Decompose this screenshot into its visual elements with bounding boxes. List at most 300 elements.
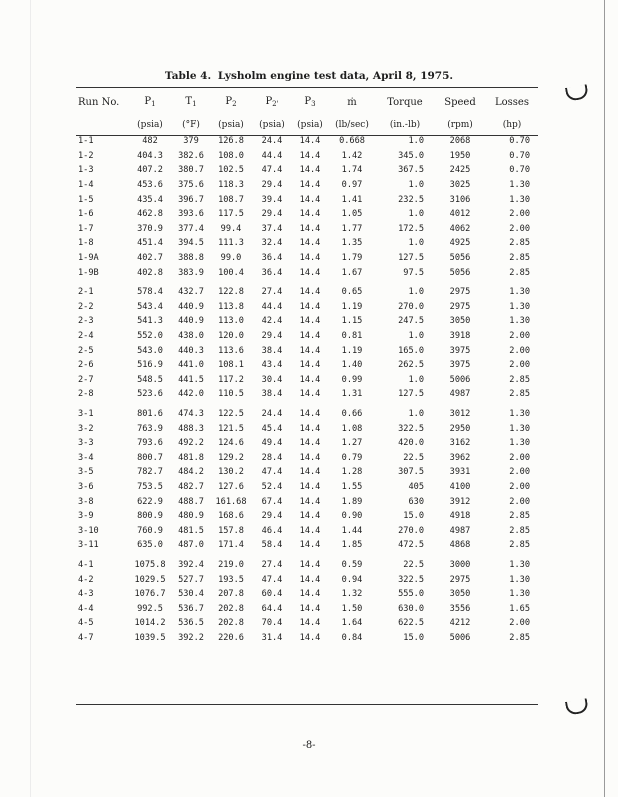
cell-torque: 270.0 <box>398 525 424 536</box>
cell-t1: 375.6 <box>178 180 204 191</box>
cell-p2prime: 70.4 <box>261 618 283 629</box>
cell-p2prime: 32.4 <box>261 238 283 249</box>
cell-p1: 1014.2 <box>134 618 166 629</box>
cell-run: 4-4 <box>78 603 94 614</box>
cell-p2prime: 24.4 <box>261 408 283 419</box>
cell-p1: 635.0 <box>137 540 163 551</box>
cell-p3: 14.4 <box>299 253 321 264</box>
cell-mdot: 1.28 <box>341 467 363 478</box>
cell-p2prime: 47.4 <box>261 165 283 176</box>
cell-p2prime: 30.4 <box>261 374 283 385</box>
cell-p2prime: 29.4 <box>261 209 283 220</box>
cell-losses: 2.00 <box>509 345 530 356</box>
cell-p2prime: 52.4 <box>261 481 283 492</box>
cell-p1: 402.7 <box>137 253 163 264</box>
cell-p2prime: 36.4 <box>261 253 283 264</box>
table-row <box>76 616 538 631</box>
cell-p2prime: 58.4 <box>261 540 283 551</box>
cell-p2: 111.3 <box>218 238 244 249</box>
cell-speed: 3106 <box>449 194 471 205</box>
table-label: Table 4. <box>164 70 212 82</box>
cell-speed: 3962 <box>449 452 471 463</box>
cell-run: 1-5 <box>78 194 94 205</box>
cell-p3: 14.4 <box>299 603 321 614</box>
cell-losses: 2.85 <box>509 632 530 643</box>
cell-speed: 3050 <box>449 589 471 600</box>
cell-p2: 117.2 <box>218 374 244 385</box>
cell-speed: 3975 <box>449 345 471 356</box>
p2-symbol: P <box>225 96 233 107</box>
cell-speed: 3012 <box>449 408 471 419</box>
cell-p3: 14.4 <box>299 180 321 191</box>
table-row <box>76 558 538 573</box>
cell-p2prime: 47.4 <box>261 574 283 585</box>
table-row <box>76 480 538 495</box>
table-row <box>76 251 538 266</box>
cell-p1: 763.9 <box>137 423 163 434</box>
cell-p2prime: 29.4 <box>261 180 283 191</box>
cell-speed: 3000 <box>449 559 471 570</box>
cell-torque: 1.0 <box>408 331 424 342</box>
cell-p1: 523.6 <box>137 389 163 400</box>
cell-p3: 14.4 <box>299 194 321 205</box>
cell-p2prime: 64.4 <box>261 603 283 614</box>
cell-p3: 14.4 <box>299 496 321 507</box>
cell-p3: 14.4 <box>299 287 321 298</box>
cell-p2prime: 31.4 <box>261 632 283 643</box>
p1-subscript: 1 <box>151 100 156 108</box>
cell-p2prime: 27.4 <box>261 559 283 570</box>
cell-losses: 2.00 <box>509 481 530 492</box>
cell-speed: 5006 <box>449 374 471 385</box>
cell-p3: 14.4 <box>299 301 321 312</box>
cell-p1: 402.8 <box>137 267 163 278</box>
cell-p2: 108.0 <box>218 150 244 161</box>
cell-p1: 451.4 <box>137 238 163 249</box>
cell-speed: 5056 <box>449 253 471 264</box>
cell-t1: 379 <box>183 136 199 147</box>
cell-mdot: 1.44 <box>341 525 363 536</box>
cell-run: 1-7 <box>78 223 94 234</box>
cell-p2: 130.2 <box>218 467 244 478</box>
cell-losses: 2.85 <box>509 540 530 551</box>
cell-mdot: 1.31 <box>341 389 363 400</box>
cell-p2prime: 38.4 <box>261 345 283 356</box>
cell-t1: 474.3 <box>178 408 204 419</box>
cell-t1: 487.0 <box>178 540 204 551</box>
scan-edge <box>30 0 31 797</box>
table-row <box>76 421 538 436</box>
cell-losses: 1.30 <box>509 316 530 327</box>
unit-mdot: (lb/sec) <box>335 120 369 130</box>
cell-losses: 1.30 <box>509 559 530 570</box>
cell-p3: 14.4 <box>299 267 321 278</box>
cell-p2: 207.8 <box>218 589 244 600</box>
col-t1 <box>172 88 210 116</box>
cell-p3: 14.4 <box>299 559 321 570</box>
cell-t1: 440.9 <box>178 316 204 327</box>
cell-p2: 157.8 <box>218 525 244 536</box>
header-row <box>76 88 538 116</box>
cell-speed: 1950 <box>449 150 471 161</box>
cell-p1: 793.6 <box>137 438 163 449</box>
col-speed: Speed <box>444 96 476 108</box>
cell-mdot: 0.65 <box>341 287 363 298</box>
cell-losses: 1.30 <box>509 194 530 205</box>
cell-p3: 14.4 <box>299 374 321 385</box>
cell-p3: 14.4 <box>299 511 321 522</box>
cell-torque: 472.5 <box>398 540 424 551</box>
cell-run: 1-9B <box>78 267 99 278</box>
cell-p3: 14.4 <box>299 423 321 434</box>
cell-p3: 14.4 <box>299 136 321 147</box>
cell-losses: 2.85 <box>509 267 530 278</box>
cell-p3: 14.4 <box>299 589 321 600</box>
cell-speed: 2950 <box>449 423 471 434</box>
cell-torque: 172.5 <box>398 223 424 234</box>
cell-p2prime: 60.4 <box>261 589 283 600</box>
unit-t1: (°F) <box>182 120 200 130</box>
cell-p3: 14.4 <box>299 408 321 419</box>
cell-losses: 1.30 <box>509 301 530 312</box>
cell-run: 2-3 <box>78 316 94 327</box>
cell-speed: 4062 <box>449 223 471 234</box>
cell-torque: 630.0 <box>398 603 424 614</box>
cell-p1: 782.7 <box>137 467 163 478</box>
cell-p3: 14.4 <box>299 438 321 449</box>
cell-torque: 270.0 <box>398 301 424 312</box>
cell-p2: 102.5 <box>218 165 244 176</box>
cell-losses: 0.70 <box>509 150 530 161</box>
cell-losses: 1.30 <box>509 589 530 600</box>
cell-mdot: 1.50 <box>341 603 363 614</box>
p3-subscript: 3 <box>311 100 316 108</box>
cell-run: 2-8 <box>78 389 94 400</box>
cell-speed: 4100 <box>449 481 471 492</box>
cell-p2prime: 39.4 <box>261 194 283 205</box>
cell-p3: 14.4 <box>299 316 321 327</box>
cell-torque: 630 <box>408 496 424 507</box>
cell-speed: 4987 <box>449 389 471 400</box>
table-row <box>76 387 538 402</box>
cell-torque: 322.5 <box>398 423 424 434</box>
cell-p2: 122.5 <box>218 408 244 419</box>
table-row <box>76 163 538 178</box>
cell-run: 1-9A <box>78 253 99 264</box>
cell-run: 3-9 <box>78 511 94 522</box>
cell-p2: 193.5 <box>218 574 244 585</box>
cell-p2prime: 24.4 <box>261 136 283 147</box>
t1-subscript: 1 <box>192 100 197 108</box>
cell-p1: 370.9 <box>137 223 163 234</box>
cell-p2: 219.0 <box>218 559 244 570</box>
cell-run: 1-8 <box>78 238 94 249</box>
cell-p3: 14.4 <box>299 481 321 492</box>
cell-p1: 1039.5 <box>134 632 166 643</box>
cell-p1: 552.0 <box>137 331 163 342</box>
table-caption: Lysholm engine test data, April 8, 1975. <box>217 70 454 82</box>
table-row <box>76 631 538 646</box>
cell-torque: 555.0 <box>398 589 424 600</box>
table-row <box>76 207 538 222</box>
cell-speed: 3162 <box>449 438 471 449</box>
cell-p2: 117.5 <box>218 209 244 220</box>
cell-p3: 14.4 <box>299 389 321 400</box>
p2prime-symbol: P <box>265 96 273 107</box>
margin-mark <box>565 698 589 716</box>
cell-torque: 232.5 <box>398 194 424 205</box>
cell-torque: 247.5 <box>398 316 424 327</box>
cell-t1: 492.2 <box>178 438 204 449</box>
col-p3 <box>292 88 328 116</box>
cell-t1: 382.6 <box>178 150 204 161</box>
cell-p2prime: 49.4 <box>261 438 283 449</box>
cell-torque: 127.5 <box>398 389 424 400</box>
cell-t1: 484.2 <box>178 467 204 478</box>
cell-losses: 2.85 <box>509 374 530 385</box>
cell-p3: 14.4 <box>299 467 321 478</box>
cell-p1: 1076.7 <box>134 589 166 600</box>
cell-speed: 2975 <box>449 287 471 298</box>
cell-speed: 4212 <box>449 618 471 629</box>
cell-mdot: 0.84 <box>341 632 363 643</box>
cell-mdot: 1.35 <box>341 238 363 249</box>
table-row <box>76 314 538 329</box>
cell-mdot: 1.19 <box>341 301 363 312</box>
cell-torque: 1.0 <box>408 408 424 419</box>
p3-symbol: P <box>304 96 312 107</box>
table-row <box>76 192 538 207</box>
cell-torque: 420.0 <box>398 438 424 449</box>
col-torque: Torque <box>387 96 423 108</box>
cell-p1: 992.5 <box>137 603 163 614</box>
cell-losses: 2.85 <box>509 238 530 249</box>
table-row <box>76 222 538 237</box>
cell-speed: 2068 <box>449 136 471 147</box>
cell-losses: 2.00 <box>509 467 530 478</box>
cell-torque: 97.5 <box>403 267 424 278</box>
cell-p1: 462.8 <box>137 209 163 220</box>
cell-p3: 14.4 <box>299 540 321 551</box>
cell-t1: 488.7 <box>178 496 204 507</box>
cell-p2prime: 37.4 <box>261 223 283 234</box>
table-row <box>76 465 538 480</box>
cell-mdot: 1.32 <box>341 589 363 600</box>
cell-p1: 541.3 <box>137 316 163 327</box>
cell-speed: 3556 <box>449 603 471 614</box>
table-row <box>76 538 538 553</box>
cell-t1: 383.9 <box>178 267 204 278</box>
cell-speed: 2975 <box>449 574 471 585</box>
cell-t1: 396.7 <box>178 194 204 205</box>
cell-run: 2-5 <box>78 345 94 356</box>
unit-torque: (in.-lb) <box>389 120 421 130</box>
cell-p3: 14.4 <box>299 223 321 234</box>
unit-p3: (psia) <box>297 120 323 130</box>
cell-t1: 388.8 <box>178 253 204 264</box>
unit-cell-blank <box>76 116 128 134</box>
cell-mdot: 1.40 <box>341 360 363 371</box>
cell-p2: 108.7 <box>218 194 244 205</box>
col-p2prime <box>252 88 292 116</box>
cell-run: 2-1 <box>78 287 94 298</box>
cell-losses: 2.85 <box>509 525 530 536</box>
cell-t1: 441.0 <box>178 360 204 371</box>
cell-torque: 322.5 <box>398 574 424 585</box>
cell-run: 3-2 <box>78 423 94 434</box>
unit-p2: (psia) <box>218 120 244 130</box>
cell-speed: 3912 <box>449 496 471 507</box>
table-row <box>76 300 538 315</box>
cell-losses: 1.30 <box>509 287 530 298</box>
cell-speed: 3975 <box>449 360 471 371</box>
cell-torque: 22.5 <box>403 559 424 570</box>
margin-mark <box>565 84 589 102</box>
cell-losses: 1.30 <box>509 408 530 419</box>
cell-p1: 543.4 <box>137 301 163 312</box>
cell-p2prime: 43.4 <box>261 360 283 371</box>
cell-losses: 1.30 <box>509 423 530 434</box>
cell-p2: 120.0 <box>218 331 244 342</box>
cell-p2prime: 36.4 <box>261 267 283 278</box>
cell-p1: 760.9 <box>137 525 163 536</box>
cell-run: 4-3 <box>78 589 94 600</box>
cell-mdot: 0.81 <box>341 331 363 342</box>
col-losses: Losses <box>495 96 529 108</box>
cell-mdot: 0.99 <box>341 374 363 385</box>
cell-t1: 377.4 <box>178 223 204 234</box>
cell-t1: 536.7 <box>178 603 204 614</box>
cell-p1: 622.9 <box>137 496 163 507</box>
cell-p2: 168.6 <box>218 511 244 522</box>
cell-losses: 1.65 <box>509 603 530 614</box>
cell-p2prime: 44.4 <box>261 150 283 161</box>
cell-p1: 543.0 <box>137 345 163 356</box>
cell-losses: 1.30 <box>509 438 530 449</box>
cell-t1: 442.0 <box>178 389 204 400</box>
cell-p2prime: 67.4 <box>261 496 283 507</box>
cell-run: 1-1 <box>78 136 94 147</box>
cell-t1: 481.8 <box>178 452 204 463</box>
cell-losses: 1.30 <box>509 574 530 585</box>
cell-speed: 3931 <box>449 467 471 478</box>
cell-p3: 14.4 <box>299 331 321 342</box>
cell-losses: 0.70 <box>509 136 530 147</box>
cell-p1: 435.4 <box>137 194 163 205</box>
table-row <box>76 329 538 344</box>
cell-t1: 440.3 <box>178 345 204 356</box>
cell-p1: 548.5 <box>137 374 163 385</box>
table-title <box>0 70 618 82</box>
cell-losses: 2.00 <box>509 452 530 463</box>
cell-p2: 129.2 <box>218 452 244 463</box>
cell-p2prime: 44.4 <box>261 301 283 312</box>
bottom-rule <box>76 704 538 705</box>
p2prime-subscript: 2' <box>272 100 279 108</box>
cell-mdot: 1.79 <box>341 253 363 264</box>
cell-run: 4-2 <box>78 574 94 585</box>
cell-t1: 392.2 <box>178 632 204 643</box>
cell-p3: 14.4 <box>299 238 321 249</box>
cell-mdot: 1.85 <box>341 540 363 551</box>
cell-torque: 15.0 <box>403 511 424 522</box>
cell-p3: 14.4 <box>299 574 321 585</box>
cell-p2: 113.8 <box>218 301 244 312</box>
cell-p2prime: 42.4 <box>261 316 283 327</box>
cell-t1: 438.0 <box>178 331 204 342</box>
table-row <box>76 509 538 524</box>
cell-speed: 4868 <box>449 540 471 551</box>
cell-p2: 99.4 <box>220 223 242 234</box>
cell-losses: 2.85 <box>509 511 530 522</box>
cell-torque: 307.5 <box>398 467 424 478</box>
cell-mdot: 1.64 <box>341 618 363 629</box>
cell-run: 2-2 <box>78 301 94 312</box>
cell-run: 4-1 <box>78 559 94 570</box>
table-row <box>76 572 538 587</box>
cell-torque: 1.0 <box>408 180 424 191</box>
page-edge-rule <box>604 0 605 797</box>
cell-p1: 1075.8 <box>134 559 166 570</box>
cell-torque: 345.0 <box>398 150 424 161</box>
cell-p3: 14.4 <box>299 618 321 629</box>
cell-t1: 394.5 <box>178 238 204 249</box>
cell-p2prime: 45.4 <box>261 423 283 434</box>
cell-p2: 161.68 <box>215 496 247 507</box>
cell-p3: 14.4 <box>299 525 321 536</box>
cell-losses: 0.70 <box>509 165 530 176</box>
cell-losses: 2.00 <box>509 223 530 234</box>
table-row <box>76 373 538 388</box>
cell-p3: 14.4 <box>299 632 321 643</box>
cell-t1: 488.3 <box>178 423 204 434</box>
cell-p3: 14.4 <box>299 360 321 371</box>
cell-run: 4-5 <box>78 618 94 629</box>
cell-p1: 753.5 <box>137 481 163 492</box>
cell-p3: 14.4 <box>299 345 321 356</box>
cell-losses: 2.00 <box>509 331 530 342</box>
cell-mdot: 1.55 <box>341 481 363 492</box>
cell-mdot: 1.67 <box>341 267 363 278</box>
cell-t1: 482.7 <box>178 481 204 492</box>
cell-p2prime: 38.4 <box>261 389 283 400</box>
page-number: -8- <box>302 740 316 751</box>
cell-mdot: 0.97 <box>341 180 363 191</box>
table-row <box>76 134 538 149</box>
cell-mdot: 1.27 <box>341 438 363 449</box>
table-row <box>76 494 538 509</box>
table-row <box>76 236 538 251</box>
cell-torque: 22.5 <box>403 452 424 463</box>
cell-p2: 202.8 <box>218 603 244 614</box>
col-p2 <box>210 88 252 116</box>
cell-torque: 1.0 <box>408 238 424 249</box>
table-row <box>76 407 538 422</box>
cell-torque: 405 <box>408 481 424 492</box>
cell-losses: 2.00 <box>509 618 530 629</box>
cell-speed: 4925 <box>449 238 471 249</box>
cell-p2: 100.4 <box>218 267 244 278</box>
cell-t1: 440.9 <box>178 301 204 312</box>
cell-p2: 202.8 <box>218 618 244 629</box>
cell-losses: 1.30 <box>509 180 530 191</box>
cell-mdot: 1.41 <box>341 194 363 205</box>
cell-p2: 110.5 <box>218 389 244 400</box>
cell-torque: 1.0 <box>408 209 424 220</box>
cell-p2prime: 47.4 <box>261 467 283 478</box>
table-row <box>76 601 538 616</box>
cell-p2: 126.8 <box>218 136 244 147</box>
